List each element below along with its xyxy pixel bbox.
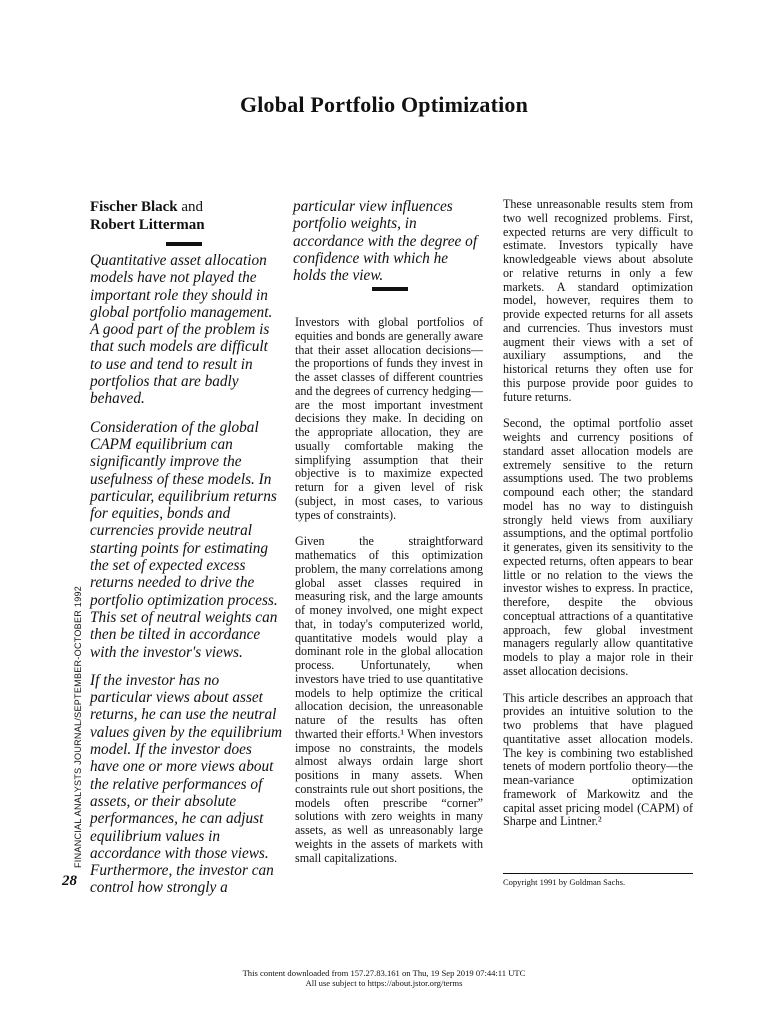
abstract-paragraph: If the investor has no particular views about asset returns, he can use the neutral values given by the equilibrium model. If the investor does have one or more views about the relative performances of assets, or their absolute performances, he can adjust equilibrium values in accordance with those views. Furthermore, the investor can control how strongly a: [90, 671, 283, 897]
body-paragraph: Given the straightforward mathematics of this optimization problem, the many correlations among global asset classes required in measuring risk, and the large amounts of money involved, one might expect that, in today's computerized world, quantitative models would play a dominant role in the global allocation process. Unfortunately, when investors have tried to use quantitative models to help optimize the critical allocation decision, the unreasonable nature of the results has often thwarted their efforts.¹ When investors impose no constraints, the models almost always ordain large short positions in many assets. When constraints rule out short positions, the models often prescribe “corner” solutions with zero weights in many assets, as well as unreasonably large weights in the assets of markets with small capitalizations.: [295, 534, 483, 865]
body-paragraph: This article describes an approach that provides an intuitive solution to the two problems that have plagued quantitative asset allocation models. The key is combining two established tenets of modern portfolio theory—the mean-variance optimization framework of Markowitz and the capital asset pricing model (CAPM) of Sharpe and Lintner.²: [503, 690, 693, 829]
byline: [90, 198, 280, 234]
body-paragraph: Second, the optimal portfolio asset weights and currency positions of standard asset allocation models are extremely sensitive to the return assumptions used. The two problems compound each other; the standard model has no way to distinguish strongly held views from auxiliary assumptions, and the optimal portfolio it generates, given its sensitivity to the expected returns, often appears to bear little or no relation to the views the investor wishes to express. In practice, therefore, despite the obvious conceptual attractions of a quantitative approach, few global investment managers regularly allow quantitative models to play a major role in their asset allocation decisions.: [503, 416, 693, 678]
footer-line: All use subject to https://about.jstor.org/terms: [305, 978, 463, 988]
divider-rule: [166, 242, 202, 246]
download-footer: [0, 968, 768, 988]
footer-line: This content downloaded from 157.27.83.161 on Thu, 19 Sep 2019 07:44:11 UTC: [242, 968, 526, 978]
author-2: Robert Litterman: [90, 217, 205, 233]
author-1: Fischer Black: [90, 199, 178, 215]
body-paragraph: These unreasonable results stem from two well recognized problems. First, expected returns are very difficult to estimate. Investors typically have knowledgeable views about absolute or relative returns in only a few markets. A standard optimization model, however, requires them to provide expected returns for all assets and currencies. Thus investors must augment their views with a set of auxiliary assumptions, and the historical returns they often use for this purpose provide poor guides to future returns.: [503, 197, 693, 404]
abstract-paragraph: Quantitative asset allocation models have not played the important role they should in global portfolio management. A good part of the problem is that such models are difficult to use and tend to result in portfolios that are badly behaved.: [90, 252, 273, 408]
journal-margin-label: FINANCIAL ANALYSTS JOURNAL/SEPTEMBER-OCTOBER 1992: [73, 585, 83, 868]
body-column-3: [503, 198, 693, 842]
copyright-notice: Copyright 1991 by Goldman Sachs.: [503, 873, 693, 887]
body-column-2: [295, 316, 483, 878]
page-number: 28: [62, 873, 77, 889]
divider-rule: [372, 287, 408, 291]
body-paragraph: Investors with global portfolios of equities and bonds are generally aware that their asset allocation decisions—the proportions of funds they invest in the asset classes of different countries and the degrees of currency hedging—are the most important investment decisions they make. In deciding on the appropriate allocation, they are usually comfortable making the simplifying assumption that their objective is to maximize expected return for a given level of risk (subject, in most cases, to various types of constraints).: [295, 315, 483, 522]
abstract-continued: particular view influences portfolio weights, in accordance with the degree of confidence with which he holds the view.: [293, 198, 478, 285]
article-title: Global Portfolio Optimization: [239, 92, 529, 117]
author-connector: and: [181, 199, 204, 215]
abstract-paragraph: Consideration of the global CAPM equilibrium can significantly improve the usefulness of these models. In particular, equilibrium returns for equities, bonds and currencies provide neutral starting points for estimating the set of expected excess returns needed to drive the portfolio optimization process. This set of neutral weights can then be tilted in accordance with the investor's views.: [90, 418, 278, 661]
abstract: [90, 252, 282, 908]
